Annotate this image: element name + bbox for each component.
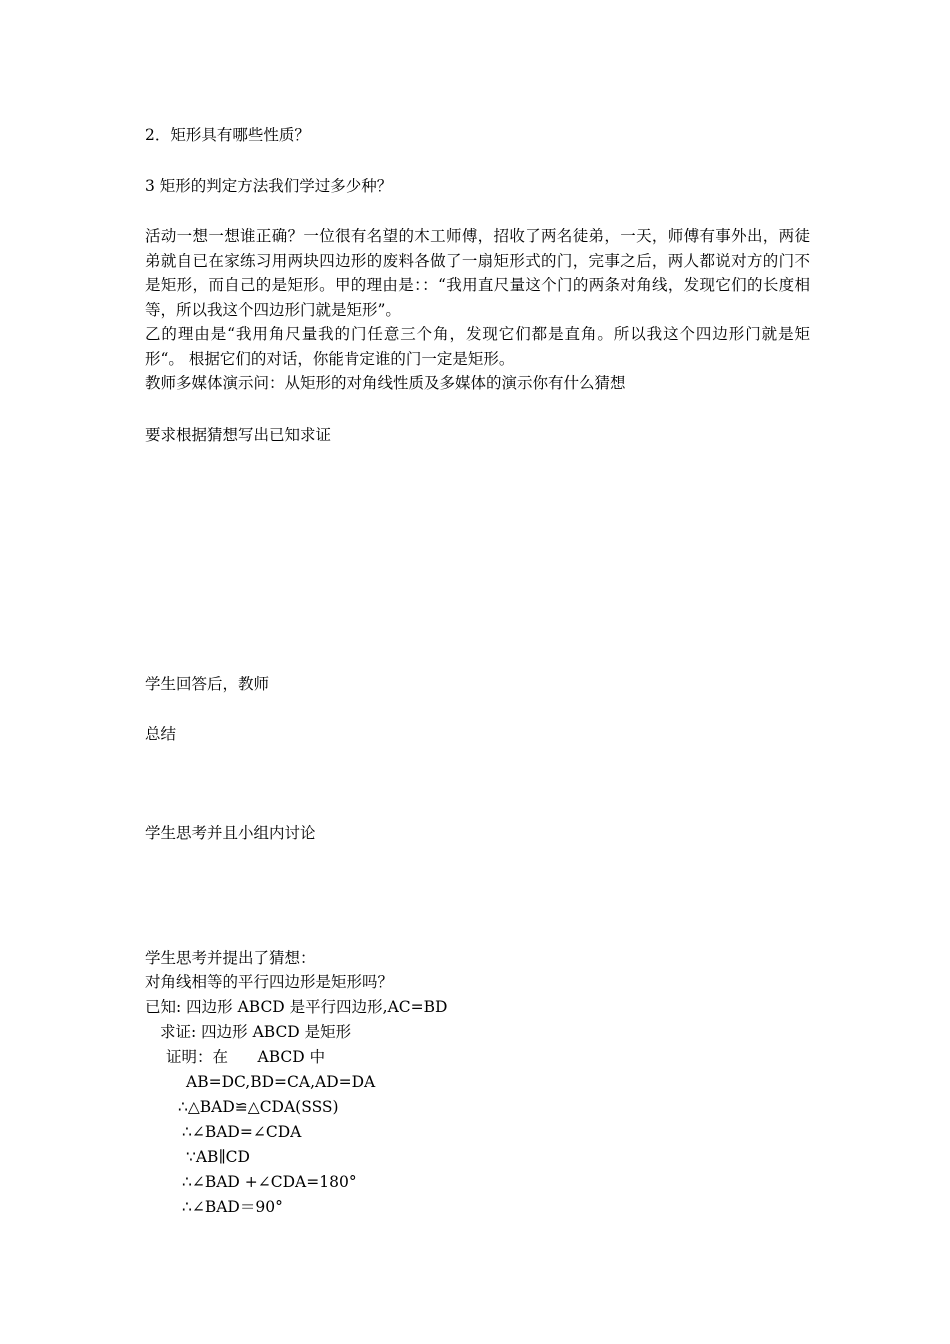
activity-paragraph-2: 乙的理由是“我用角尺量我的门任意三个角，发现它们都是直角。所以我这个四边形门就是矩形“。 根据它们的对话，你能肯定谁的门一定是矩形。 [145,325,810,368]
question-3: 3 矩形的判定方法我们学过多少种？ [145,177,393,195]
conjecture-question: 对角线相等的平行四边形是矩形吗？ [145,973,394,991]
activity-section [145,224,810,396]
question-2: 2．矩形具有哪些性质？ [145,126,310,144]
conjecture-intro: 学生思考并提出了猜想： [145,949,316,967]
proof-step-6: ∴∠BAD＝90° [182,1198,283,1216]
discussion-text: 学生思考并且小组内讨论 [145,824,316,842]
requirement-text: 要求根据猜想写出已知求证 [145,426,332,444]
summary-text: 总结 [145,725,177,743]
teacher-after-answer: 学生回答后，教师 [145,675,270,693]
activity-paragraph-3: 教师多媒体演示问：从矩形的对角线性质及多媒体的演示你有什么猜想 [145,374,626,392]
given-statement: 已知: 四边形 ABCD 是平行四边形,AC=BD [145,998,448,1016]
activity-paragraph-1: 活动一想一想谁正确？一位很有名望的木工师傅，招收了两名徒弟，一天，师傅有事外出，两徒弟就自已在家练习用两块四边形的废料各做了一扇矩形式的门，完事之后，两人都说对方的门不是矩形，而自己的是矩形。甲的理由是：：“我用直尺量这个门的两条对角线，发现它们的长度相等，所以我这个四边形门就是矩形”。 [145,227,810,319]
proof-step-3: ∴∠BAD=∠CDA [182,1123,302,1141]
prove-statement: 求证: 四边形 ABCD 是矩形 [160,1023,352,1041]
proof-step-1: AB=DC,BD=CA,AD=DA [186,1073,376,1091]
proof-step-4: ∵AB∥CD [186,1148,250,1166]
proof-step-2: ∴△BAD≌△CDA(SSS) [178,1098,339,1116]
proof-step-5: ∴∠BAD +∠CDA=180° [182,1173,357,1191]
proof-start: 证明：在 ABCD 中 [166,1048,326,1066]
